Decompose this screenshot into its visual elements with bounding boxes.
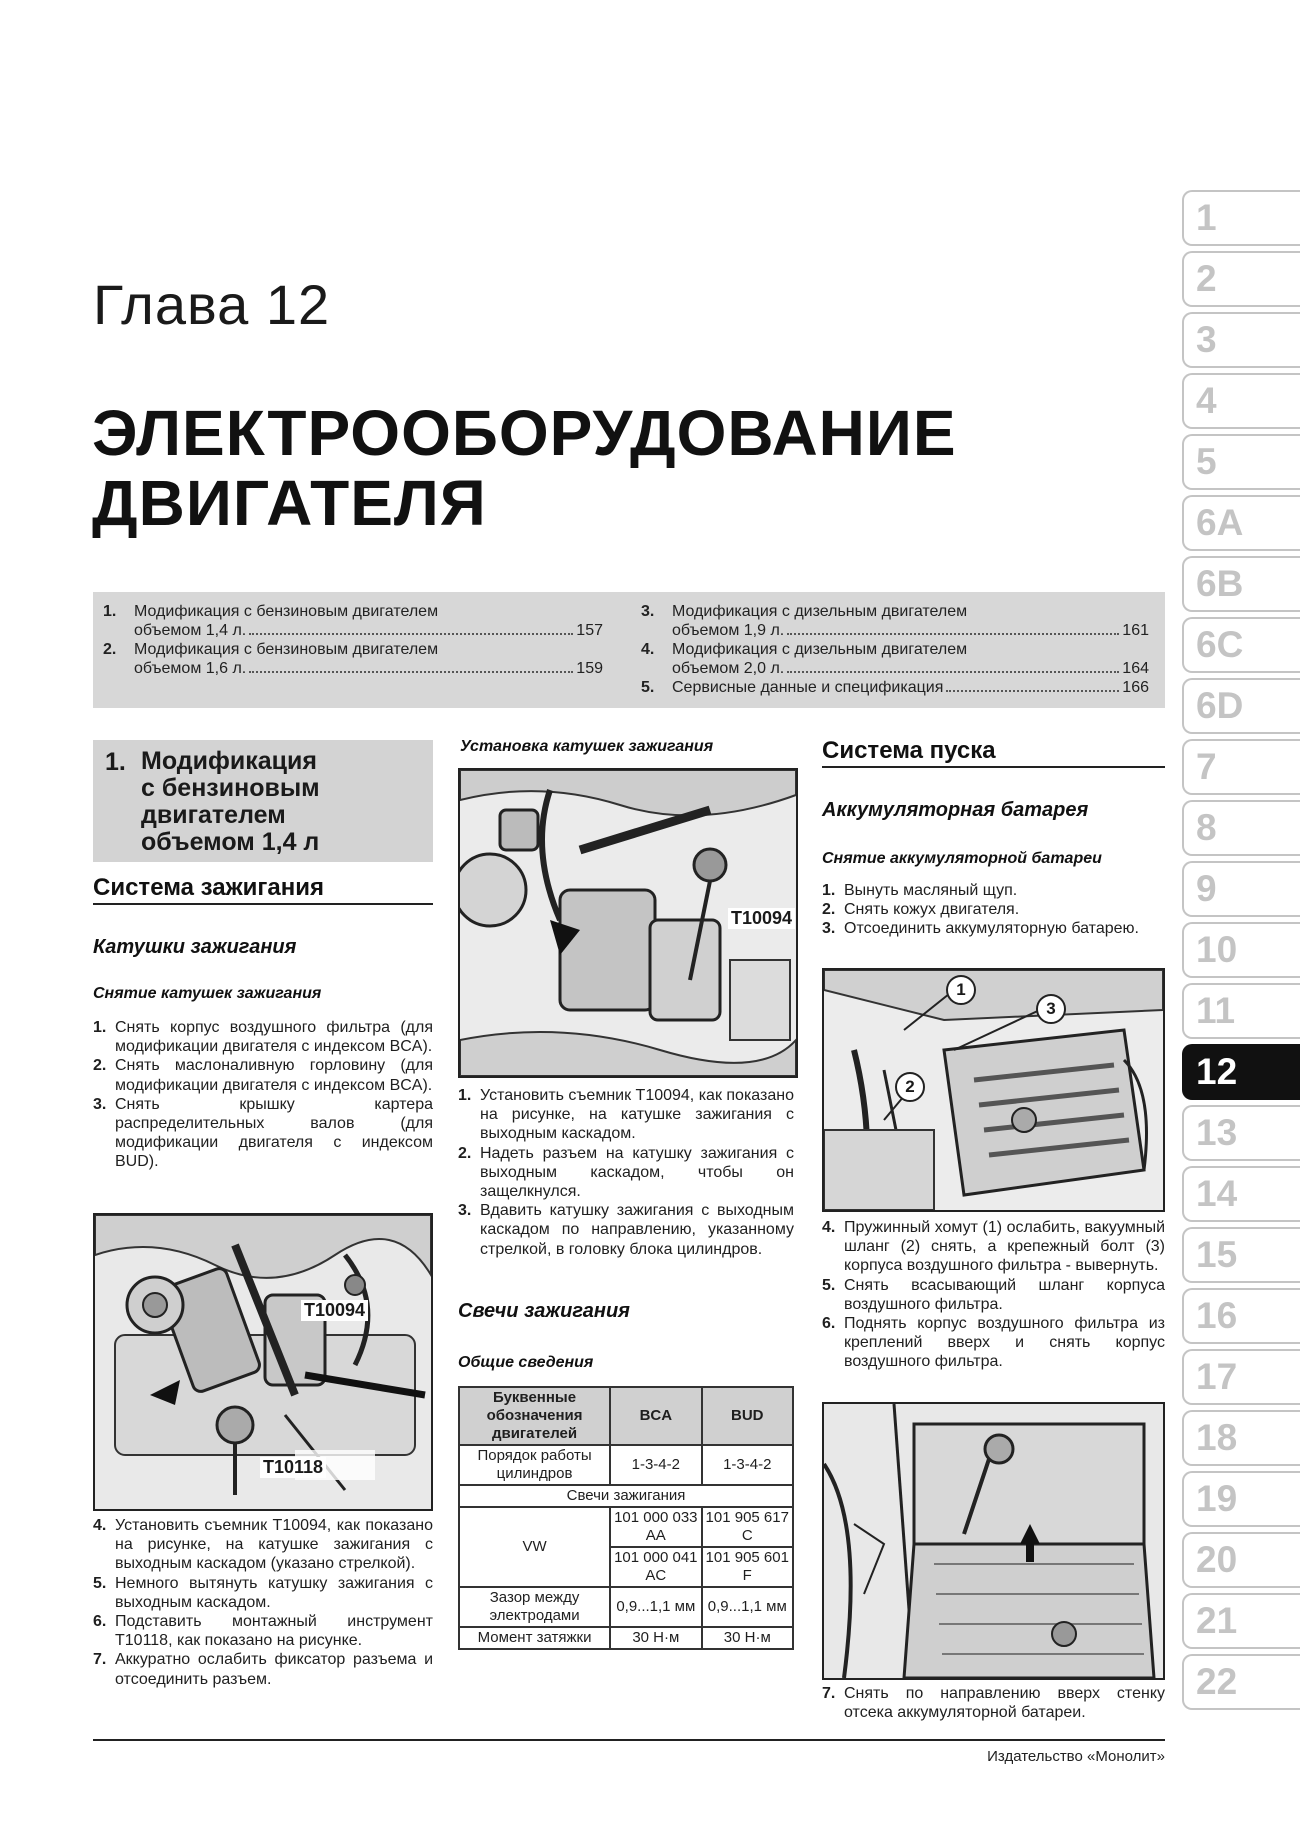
starting-system-heading: Система пуска [822,737,996,764]
table-header-cell: Буквенные обозначения двигателей [459,1387,610,1445]
step: 2. Снять кожух двигателя. [822,901,1020,919]
step: 2. Надеть разъем на катушку зажигания с выходным каскадом, чтобы он защелкнулся. [458,1144,794,1201]
step: 3. Отсоединить аккумуляторную батарею. [822,920,1139,938]
coil-installation-steps [458,1086,794,1259]
callout-2: 2 [895,1072,925,1102]
contents-left-column [103,602,603,678]
coil-puller-figure [93,1213,433,1511]
chapter-tab-21[interactable]: 21 [1182,1593,1300,1649]
battery-compartment-figure [822,1402,1165,1680]
ignition-coils-heading: Катушки зажигания [93,936,297,958]
step: 1. Вынуть масляный щуп. [822,882,1018,899]
chapter-tab-22[interactable]: 22 [1182,1654,1300,1710]
heading-rule [93,903,433,905]
chapter-tab-18[interactable]: 18 [1182,1410,1300,1466]
chapter-tab-6a[interactable]: 6A [1182,495,1300,551]
table-row: 101 000 041 AC 101 905 601 F [459,1547,793,1587]
chapter-tab-14[interactable]: 14 [1182,1166,1300,1222]
chapter-tab-2[interactable]: 2 [1182,251,1300,307]
chapter-tab-15[interactable]: 15 [1182,1227,1300,1283]
step: 3. Вдавить катушку зажигания с выходным каскадом по направлению, указанному стрелкой, в головку блока цилиндров. [458,1202,794,1258]
spark-plug-spec-table [458,1386,794,1650]
table-row: Момент затяжки 30 Н·м 30 Н·м [459,1627,793,1649]
chapter-title [92,398,957,538]
contents-page: 157 [576,622,603,639]
table-header-cell: BCA [610,1387,701,1445]
contents-item[interactable]: 4. Модификация с дизельным двигателем объемом 2,0 л. 164 [641,641,1149,677]
chapter-label: Глава 12 [93,273,331,336]
section-title-box [93,740,433,862]
step: 7. Снять по направлению вверх стенку отсека аккумуляторной батареи. [822,1685,1165,1722]
figure-label: T10094 [301,1300,368,1321]
table-row: Свечи зажигания [459,1485,793,1507]
engine-illustration [824,1404,1163,1678]
contents-item[interactable]: 5. Сервисные данные и спецификация 166 [641,679,1149,696]
step: 5. Снять всасывающий шланг корпуса воздушного фильтра. [822,1276,1165,1313]
step: 7. Аккуратно ослабить фиксатор разъема и отсоединить разъем. [93,1651,433,1688]
step: 1. Установить съемник T10094, как показано на рисунке, на катушке зажигания с выходным каскадом. [458,1087,794,1143]
battery-removal-heading: Снятие аккумуляторной батареи [822,850,1102,867]
chapter-title-line2: ДВИГАТЕЛЯ [92,467,487,539]
contents-page: 161 [1122,622,1149,639]
chapter-tab-4[interactable]: 4 [1182,373,1300,429]
chapter-tab-8[interactable]: 8 [1182,800,1300,856]
table-row: Порядок работы цилиндров 1-3-4-2 1-3-4-2 [459,1445,793,1485]
step: 5. Немного вытянуть катушку зажигания с выходным каскадом. [93,1574,433,1611]
section-number: 1. [105,748,126,776]
step: 3. Снять крышку картера распределительных валов (для модификации двигателя с индексом BUD). [93,1095,433,1171]
heading-rule [822,766,1165,768]
contents-page: 166 [1122,679,1149,696]
battery-heading: Аккумуляторная батарея [822,799,1089,821]
chapter-tab-12[interactable]: 12 [1182,1044,1300,1100]
chapter-title-line1: ЭЛЕКТРООБОРУДОВАНИЕ [92,397,957,469]
coil-removal-heading: Снятие катушек зажигания [93,985,322,1002]
coil-removal-steps-a [93,1018,433,1172]
footer-rule [93,1739,1165,1741]
chapter-tab-3[interactable]: 3 [1182,312,1300,368]
chapter-tab-13[interactable]: 13 [1182,1105,1300,1161]
figure-label: T10118 [260,1457,326,1478]
callout-3: 3 [1036,994,1066,1024]
battery-removal-steps-a [822,881,1165,939]
publisher: Издательство «Монолит» [987,1748,1165,1765]
general-info-heading: Общие сведения [458,1354,594,1371]
chapter-tab-10[interactable]: 10 [1182,922,1300,978]
contents-page: 164 [1122,660,1149,677]
table-row: Зазор между электродами 0,9...1,1 мм 0,9...1,1 мм [459,1587,793,1627]
chapter-tab-11[interactable]: 11 [1182,983,1300,1039]
chapter-tab-1[interactable]: 1 [1182,190,1300,246]
contents-right-column [641,602,1149,697]
contents-item[interactable]: 2. Модификация с бензиновым двигателем объемом 1,6 л. 159 [103,641,603,677]
step: 4. Пружинный хомут (1) ослабить, вакуумный шланг (2) снять, а крепежный болт (3) корпуса воздушного фильтра - вывернуть. [822,1219,1165,1275]
chapter-tab-20[interactable]: 20 [1182,1532,1300,1588]
callout-1: 1 [946,975,976,1005]
air-filter-figure [822,968,1165,1212]
table-row: VW 101 000 033 AA 101 905 617 C [459,1507,793,1547]
chapter-tab-17[interactable]: 17 [1182,1349,1300,1405]
chapter-tab-16[interactable]: 16 [1182,1288,1300,1344]
chapter-tab-7[interactable]: 7 [1182,739,1300,795]
chapter-tab-6c[interactable]: 6C [1182,617,1300,673]
coil-installation-figure [458,768,798,1078]
coil-removal-steps-b [93,1516,433,1689]
section-title: Модификация с бензиновым двигателем объемом 1,4 л [141,747,320,856]
step: 1. Снять корпус воздушного фильтра (для модификации двигателя с индексом BCA). [93,1019,433,1056]
table-header-cell: BUD [702,1387,793,1445]
step: 4. Установить съемник T10094, как показано на рисунке, на катушке зажигания с выходным каскадом (указано стрелкой). [93,1517,433,1573]
chapter-contents [93,592,1165,708]
table-header-row [459,1387,793,1445]
coil-installation-heading: Установка катушек зажигания [460,738,714,755]
ignition-system-heading: Система зажигания [93,874,324,901]
step: 6. Подставить монтажный инструмент T10118, как показано на рисунке. [93,1613,433,1650]
figure-label: T10094 [728,908,795,929]
contents-item[interactable]: 1. Модификация с бензиновым двигателем объемом 1,4 л. 157 [103,603,603,639]
contents-item[interactable]: 3. Модификация с дизельным двигателем объемом 1,9 л. 161 [641,603,1149,639]
chapter-tab-19[interactable]: 19 [1182,1471,1300,1527]
step: 2. Снять маслоналивную горловину (для модификации двигателя с индексом BCA). [93,1057,433,1094]
spark-plugs-heading: Свечи зажигания [458,1300,630,1322]
battery-removal-steps-c [822,1684,1165,1722]
step: 6. Поднять корпус воздушного фильтра из креплений вверх и снять корпус воздушного фильтра. [822,1315,1165,1371]
chapter-tab-6b[interactable]: 6B [1182,556,1300,612]
battery-removal-steps-b [822,1218,1165,1372]
contents-page: 159 [576,660,603,677]
chapter-tab-9[interactable]: 9 [1182,861,1300,917]
chapter-tab-6d[interactable]: 6D [1182,678,1300,734]
engine-illustration [824,970,1163,1210]
chapter-tab-5[interactable]: 5 [1182,434,1300,490]
